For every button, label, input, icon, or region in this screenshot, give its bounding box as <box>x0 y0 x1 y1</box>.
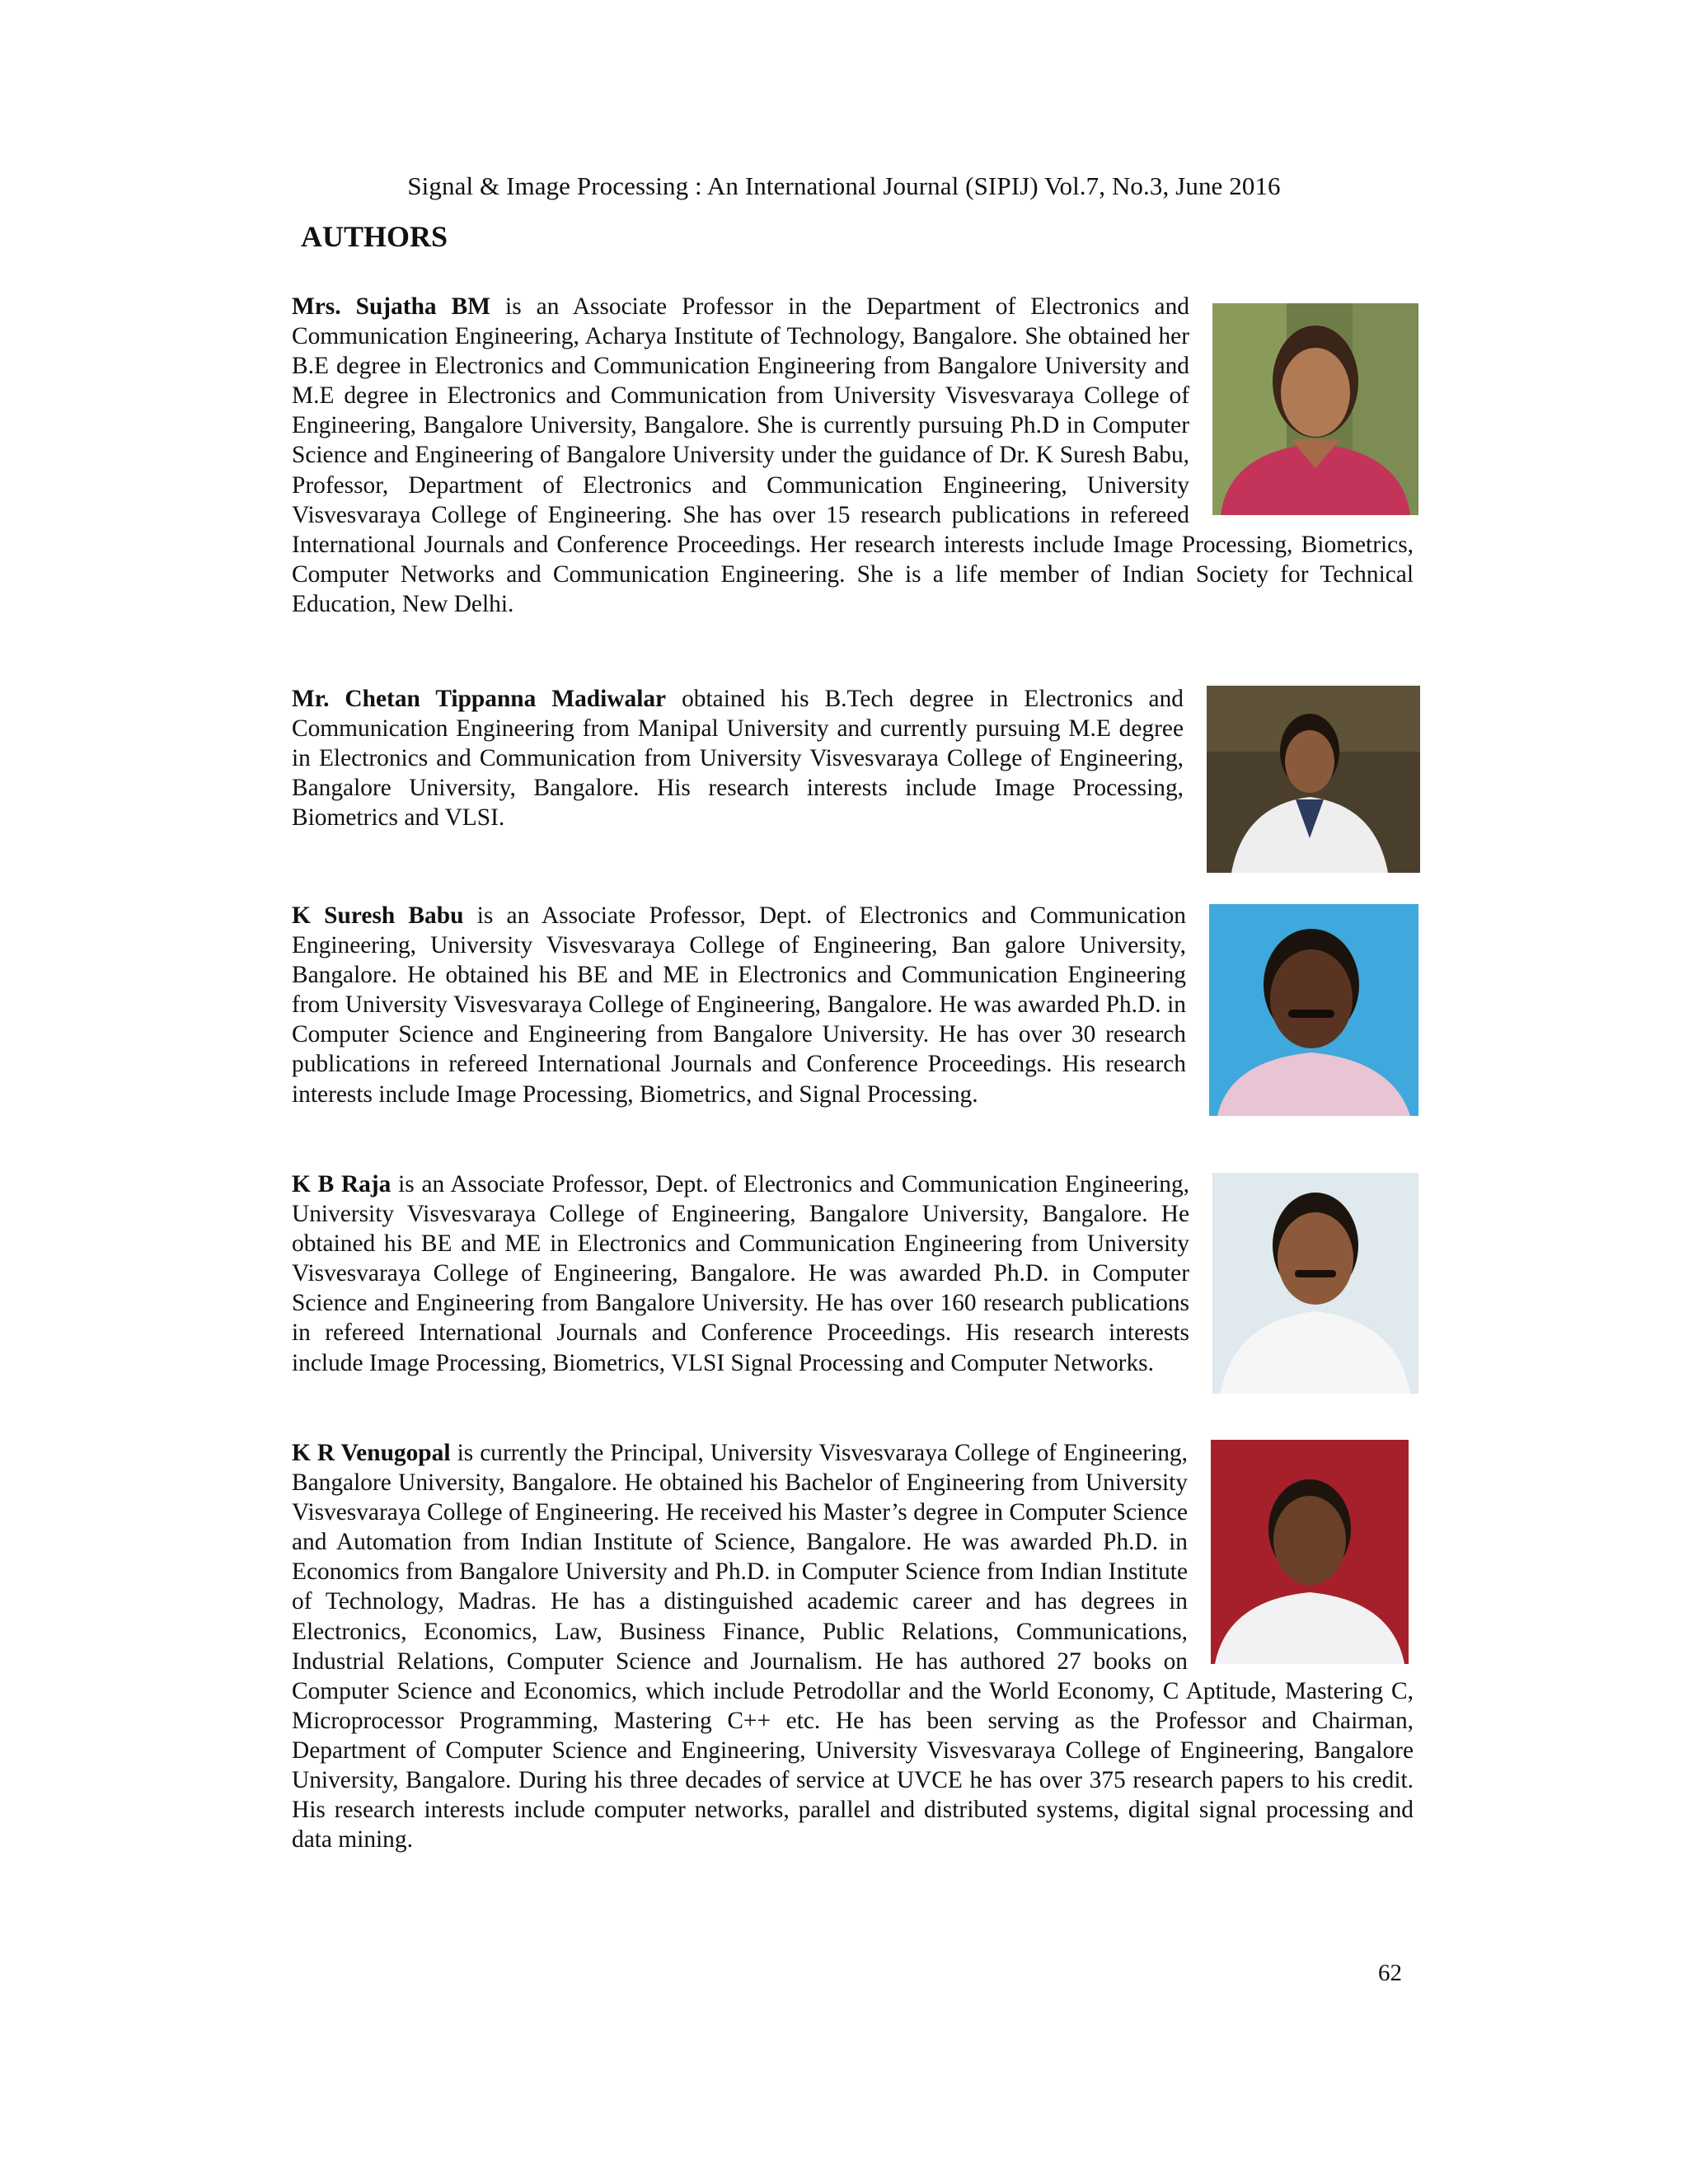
author-bio-3 <box>292 901 1414 1121</box>
author-name-3: K Suresh Babu <box>292 902 464 929</box>
author-bio-text-1: is an Associate Professor in the Department of Electronics and Communication Engineering, Acharya Institute of Technology, Bangalore. She obtained her B.E degree in Electronics and Communication Engineering from Bangalore University and M.E degree in Electronics and Communication from University Visvesvaraya College of Engineering, Bangalore University, Bangalore. She is currently pursuing Ph.D in Computer Science and Engineering of Bangalore University under the guidance of Dr. K Suresh Babu, Professor, Department of Electronics and Communication Engineering, University Visvesvaraya College of Engineering. She has over 15 research publications in refereed International Journals and Conference Proceedings. Her research interests include Image Processing, Biometrics, Computer Networks and Communication Engineering. She is a life member of Indian Society for Technical Education, New Delhi. <box>292 293 1414 617</box>
author-photo-1 <box>1212 303 1418 515</box>
author-name-1: Mrs. Sujatha BM <box>292 293 490 320</box>
author-photo-2 <box>1207 686 1420 873</box>
author-bio-2 <box>292 684 1414 878</box>
author-bio-text-3: is an Associate Professor, Dept. of Electronics and Communication Engineering, University Visvesvaraya College of Engineering, Ban galore University, Bangalore. He obtained his BE and ME in Electronics and Communication Engineering from University Visvesvaraya College of Engineering, Bangalore. He was awarded Ph.D. in Computer Science and Engineering from Bangalore University. He has over 30 research publications in refereed International Journals and Conference Proceedings. His research interests include Image Processing, Biometrics, and Signal Processing. <box>292 902 1186 1108</box>
journal-header: Signal & Image Processing : An International Journal (SIPIJ) Vol.7, No.3, June 2016 <box>407 171 1281 200</box>
author-name-4: K B Raja <box>292 1171 392 1197</box>
page-number: 62 <box>1378 1960 1402 1986</box>
author-name-2: Mr. Chetan Tippanna Madiwalar <box>292 686 667 712</box>
author-photo-5 <box>1211 1440 1409 1664</box>
section-title: AUTHORS <box>301 220 448 253</box>
author-bio-text-2: obtained his B.Tech degree in Electronics and Communication Engineering from Manipal University and currently pursuing M.E degree in Electronics and Communication from University Visvesvaraya College of Engineering, Bangalore University, Bangalore. His research interests include Image Processing, Biometrics and VLSI. <box>292 686 1184 832</box>
author-bio-1 <box>292 292 1414 619</box>
author-bio-text-4: is an Associate Professor, Dept. of Electronics and Communication Engineering, University Visvesvaraya College of Engineering, Bangalore University, Bangalore. He obtained his BE and ME in Electronics and Communication Engineering from University Visvesvaraya College of Engineering, Bangalore. He was awarded Ph.D. in Computer Science and Engineering from Bangalore University. He has over 160 research publications in refereed International Journals and Conference Proceedings. His research interests include Image Processing, Biometrics, VLSI Signal Processing and Computer Networks. <box>292 1171 1189 1376</box>
author-bio-4 <box>292 1169 1414 1399</box>
author-photo-4 <box>1212 1173 1418 1394</box>
author-photo-3 <box>1209 904 1418 1116</box>
author-bio-text-5: is currently the Principal, University Visvesvaraya College of Engineering, Bangalore University, Bangalore. He obtained his Bachelor of Engineering from University Visvesvaraya College of Engineering. He received his Master’s degree in Computer Science and Automation from Indian Institute of Science, Bangalore. He was awarded Ph.D. in Economics from Bangalore University and Ph.D. in Computer Science from Indian Institute of Technology, Madras. He has a distinguished academic career and has degrees in Electronics, Economics, Law, Business Finance, Public Relations, Communications, Industrial Relations, Computer Science and Journalism. He has authored 27 books on Computer Science and Economics, which include Petrodollar and the World Economy, C Aptitude, Mastering C, Microprocessor Programming, Mastering C++ etc. He has been serving as the Professor and Chairman, Department of Computer Science and Engineering, University Visvesvaraya College of Engineering, Bangalore University, Bangalore. During his three decades of service at UVCE he has over 375 research papers to his credit. His research interests include computer networks, parallel and distributed systems, digital signal processing and data mining. <box>292 1440 1414 1854</box>
author-bio-5 <box>292 1438 1414 1854</box>
author-name-5: K R Venugopal <box>292 1440 451 1466</box>
